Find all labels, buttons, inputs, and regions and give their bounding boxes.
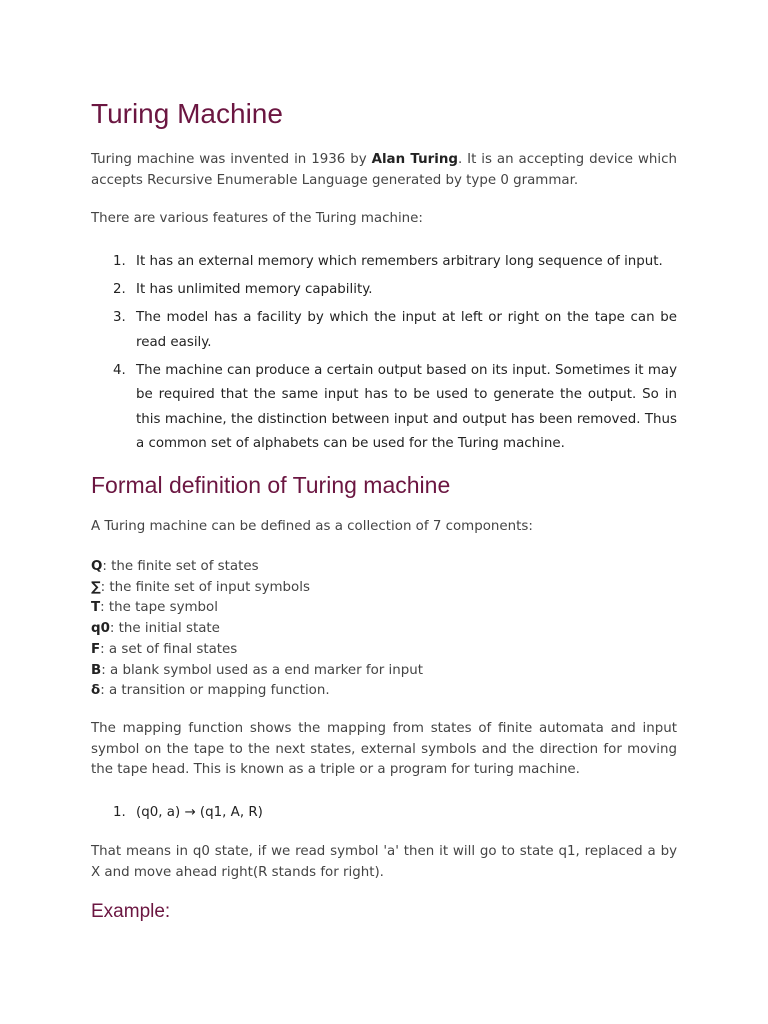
component-row [91, 578, 677, 599]
component-symbol: Q [91, 559, 103, 574]
formal-intro: A Turing machine can be defined as a collection of 7 components: [91, 519, 533, 534]
features-intro: There are various features of the Turing machine: [91, 211, 423, 226]
meaning-paragraph: That means in q0 state, if we read symbol 'a' then it will go to state q1, replaced a by X and move ahead right(R stands for right). [91, 844, 677, 880]
list-number: 2. [113, 282, 126, 297]
component-row [91, 661, 677, 682]
component-description: : the finite set of states [102, 559, 259, 574]
component-symbol: T [91, 600, 101, 616]
component-row [91, 557, 677, 578]
component-row [91, 619, 677, 640]
list-text: The machine can produce a certain output based on its input. Sometimes it may be required that the same input has to be used to generate the output. So in this machine, the distinction between input and output has been removed. Thus a common set of alphabets can be used for the Turing machine. [136, 362, 677, 451]
component-symbol: δ [91, 683, 101, 699]
formal-definition-heading: Formal definition of Turing machine [91, 472, 451, 498]
component-description: : the tape symbol [100, 600, 218, 616]
list-text: (q0, a) → (q1, A, R) [136, 805, 263, 820]
list-item [91, 278, 677, 303]
list-item [91, 250, 677, 275]
component-row [91, 640, 677, 661]
list-text: The model has a facility by which the input at left or right on the tape can be read easily. [136, 310, 677, 350]
list-text: It has an external memory which remembers arbitrary long sequence of input. [136, 254, 663, 269]
component-row [91, 681, 677, 702]
intro-text-after: . It is an accepting device which accepts Recursive Enumerable Language generated by type 0 grammar. [91, 152, 677, 188]
component-symbol: ∑ [91, 579, 101, 595]
components-list [91, 557, 677, 702]
list-item [91, 306, 677, 355]
intro-paragraph [91, 150, 677, 191]
component-symbol: F [91, 641, 101, 657]
intro-text-before: Turing machine was invented in 1936 by [91, 152, 372, 167]
component-symbol: B [91, 662, 102, 678]
component-description: : a transition or mapping function. [100, 683, 330, 699]
list-number: 3. [113, 310, 126, 325]
page-title: Turing Machine [91, 98, 283, 129]
example-heading: Example: [91, 901, 171, 922]
list-number: 1. [113, 805, 126, 820]
list-number: 4. [113, 362, 126, 378]
list-item [91, 359, 677, 457]
list-text: It has unlimited memory capability. [136, 282, 373, 297]
mapping-paragraph: The mapping function shows the mapping from states of finite automata and input symbol on the tape to the next states, external symbols and the direction for moving the tape head. This is known as a triple or a program for turing machine. [91, 721, 677, 777]
list-number: 1. [113, 254, 126, 269]
intro-author: Alan Turing [371, 152, 458, 167]
features-list [91, 250, 677, 460]
component-description: : a blank symbol used as a end marker for input [101, 662, 423, 678]
component-description: : the initial state [109, 621, 220, 637]
component-description: : the finite set of input symbols [100, 579, 310, 595]
component-row [91, 598, 677, 619]
component-symbol: q0 [91, 621, 110, 637]
mapping-example-list [91, 801, 677, 829]
list-item [91, 801, 677, 826]
component-description: : a set of final states [100, 641, 238, 657]
